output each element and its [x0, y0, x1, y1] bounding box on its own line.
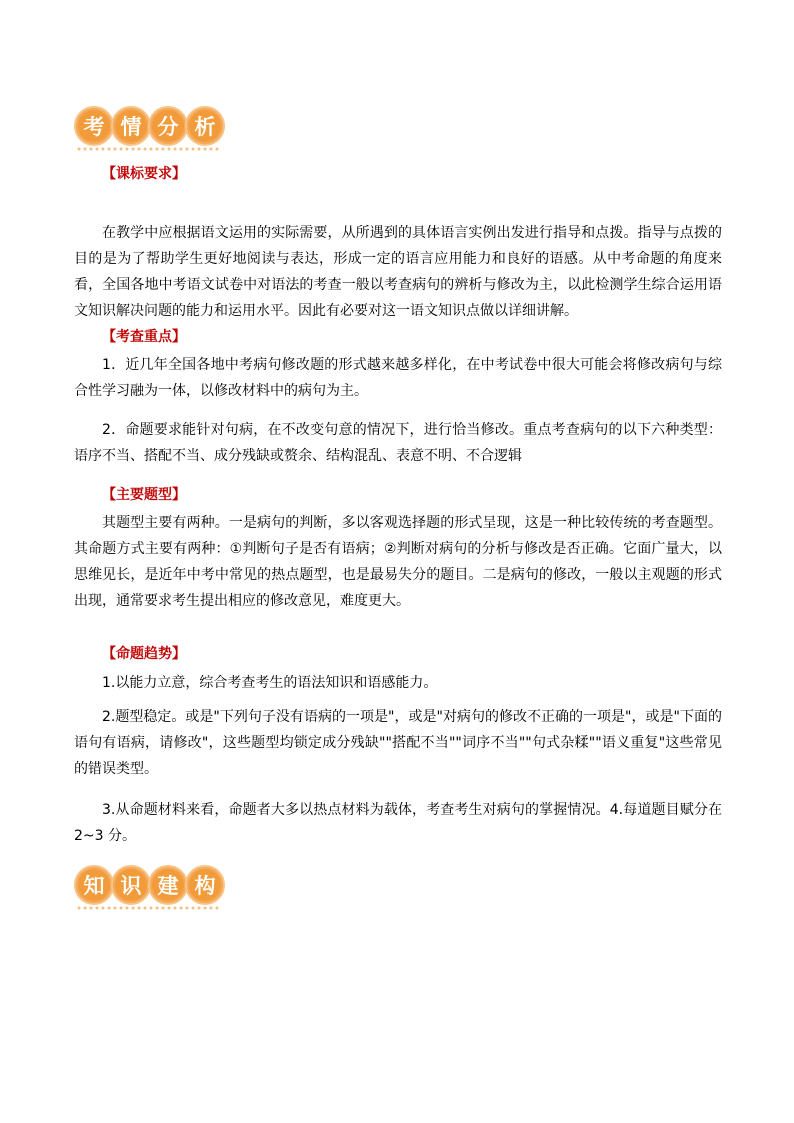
banner-char: 析 [185, 106, 225, 146]
heading-curriculum-requirements: 【课标要求】 [102, 166, 186, 182]
banner-char: 识 [111, 865, 151, 905]
heading-main-question-types: 【主要题型】 [102, 487, 186, 503]
banner-char: 考 [74, 106, 114, 146]
paragraph-exam-focus-2: 2．命题要求能针对句病，在不改变句意的情况下，进行恰当修改。重点考查病句的以下六种类型：语序不当、搭配不当、成分残缺或赘余、结构混乱、表意不明、不合逻辑 [74, 422, 722, 464]
section-banner-knowledge-construction [74, 862, 222, 908]
banner-circles [74, 106, 222, 146]
banner-char: 知 [74, 865, 114, 905]
banner-dotted-underline [76, 146, 220, 152]
heading-exam-focus: 【考查重点】 [102, 329, 186, 345]
paragraph-question-trends-1: 1.以能力立意，综合考查考生的语法知识和语感能力。 [102, 675, 438, 691]
banner-char: 分 [148, 106, 188, 146]
paragraph-question-trends-2: 2.题型稳定。或是"下列句子没有语病的一项是"，或是"对病句的修改不正确的一项是"，或是"下面的语句有语病，请修改"，这些题型均锁定成分残缺""搭配不当""词序不当""句式杂糅""语义重复"这些常见的错误类型。 [74, 709, 722, 777]
heading-question-trends: 【命题趋势】 [102, 646, 186, 662]
paragraph-curriculum-requirements: 在教学中应根据语文运用的实际需要，从所遇到的具体语言实例出发进行指导和点拨。指导与点拨的目的是为了帮助学生更好地阅读与表达，形成一定的语言应用能力和良好的语感。从中考命题的角度来看，全国各地中考语文试卷中对语法的考查一般以考查病句的辨析与修改为主，以此检测学生综合运用语文知识解决问题的能力和运用水平。因此有必要对这一语文知识点做以详细讲解。 [74, 225, 722, 319]
section-banner-analysis [74, 103, 222, 149]
banner-char: 构 [185, 865, 225, 905]
banner-dotted-underline [76, 905, 220, 911]
paragraph-question-trends-3: 3.从命题材料来看，命题者大多以热点材料为载体，考查考生对病句的掌握情况。4.每道题目赋分在 2~3 分。 [74, 802, 722, 844]
banner-circles [74, 865, 222, 905]
banner-char: 情 [111, 106, 151, 146]
paragraph-exam-focus-1: 1．近几年全国各地中考病句修改题的形式越来越多样化，在中考试卷中很大可能会将修改病句与综合性学习融为一体，以修改材料中的病句为主。 [74, 357, 722, 399]
banner-char: 建 [148, 865, 188, 905]
paragraph-main-question-types: 其题型主要有两种。一是病句的判断，多以客观选择题的形式呈现，这是一种比较传统的考查题型。其命题方式主要有两种：①判断句子是否有语病；②判断对病句的分析与修改是否正确。它面广量大，以思维见长，是近年中考中常见的热点题型，也是最易失分的题目。二是病句的修改，一般以主观题的形式出现，通常要求考生提出相应的修改意见，难度更大。 [74, 515, 722, 609]
